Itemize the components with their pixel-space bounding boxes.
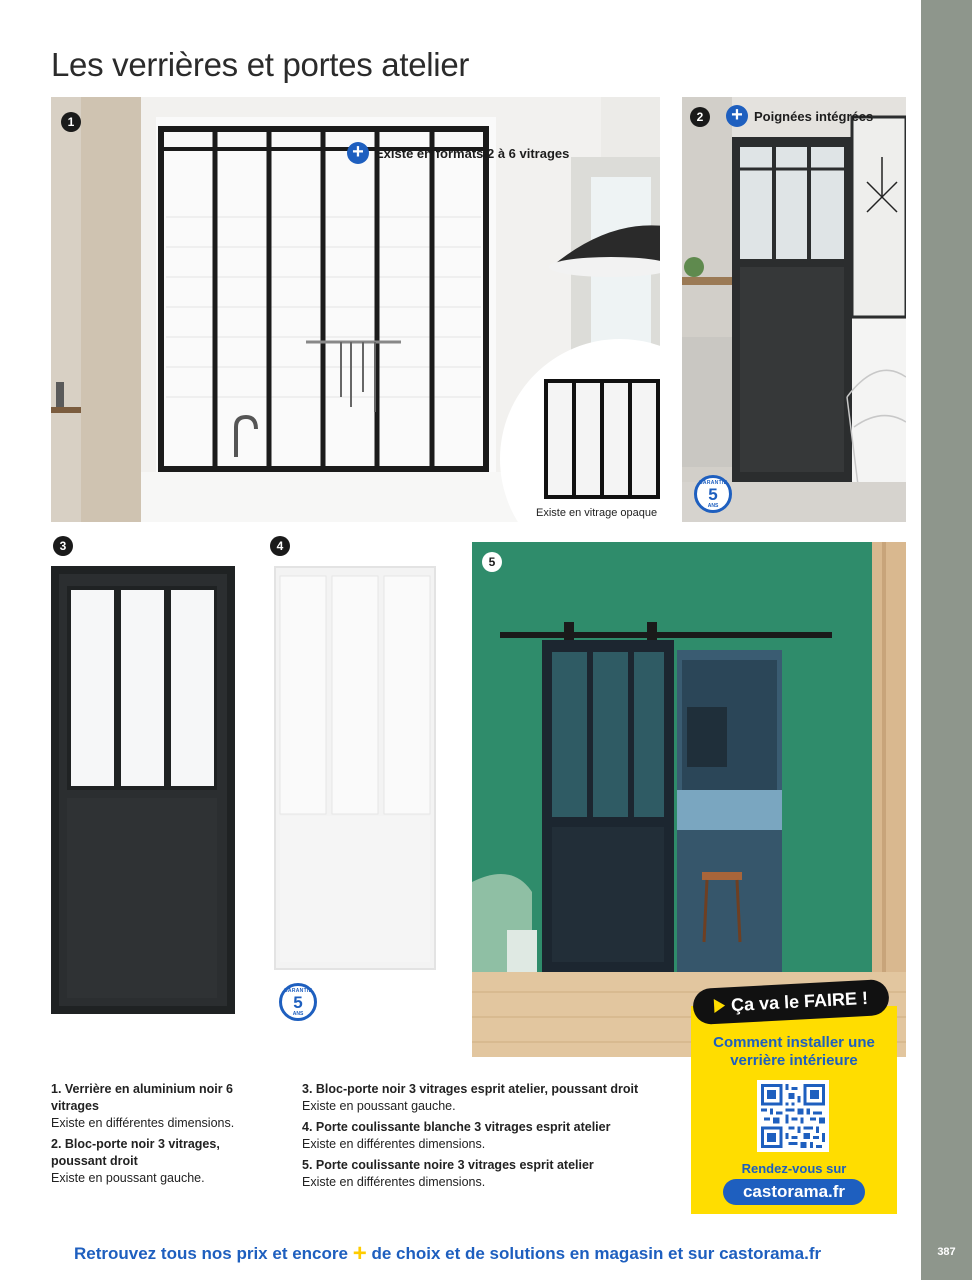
caption-4-sub: Existe en différentes dimensions. — [302, 1137, 486, 1151]
warranty-top-text: GARANTIE — [698, 479, 728, 486]
opaque-inset-caption: Existe en vitrage opaque — [536, 507, 658, 519]
scene-5-illustration — [472, 542, 906, 1057]
page-title: Les verrières et portes atelier — [51, 46, 470, 83]
photo-verriere-kitchen — [51, 97, 660, 522]
plus-icon: + — [347, 142, 369, 164]
captions-right — [302, 1081, 682, 1195]
plus-icon: + — [726, 105, 748, 127]
handles-tag-label: Poignées intégrées — [754, 108, 874, 124]
caption-1-sub: Existe en différentes dimensions. — [51, 1116, 235, 1130]
qr-code[interactable] — [757, 1080, 829, 1152]
photo-number-2: 2 — [690, 107, 710, 127]
door-2-illustration — [682, 97, 906, 522]
warranty-years: 5 — [293, 992, 303, 1012]
warranty-bottom-text: ANS — [292, 1010, 304, 1017]
photo-number-4: 4 — [270, 536, 290, 556]
formats-tag — [347, 142, 569, 164]
caption-5-title: 5. Porte coulissante noire 3 vitrages esprit atelier — [302, 1158, 594, 1172]
photo-bloc-porte-noir — [682, 97, 906, 522]
caption-3-sub: Existe en poussant gauche. — [302, 1099, 456, 1113]
play-icon — [714, 998, 726, 1013]
photo-black-sliding-door-scene — [472, 542, 906, 1057]
caption-1-title: 1. Verrière en aluminium noir 6 vitrages — [51, 1082, 234, 1113]
black-door-icon — [51, 566, 235, 1014]
page-number: 387 — [937, 1246, 956, 1258]
footer-tld: .fr — [804, 1244, 822, 1263]
handles-tag — [726, 105, 873, 127]
footer-line — [74, 1240, 821, 1268]
captions-left — [51, 1081, 271, 1191]
opaque-inset — [500, 339, 660, 522]
warranty-years: 5 — [708, 484, 718, 504]
promo-sub: Rendez-vous sur — [741, 1161, 847, 1176]
caption-5 — [302, 1157, 682, 1191]
caption-3 — [302, 1081, 682, 1115]
promo-title: Comment installer une verrière intérieure — [713, 1034, 875, 1069]
photo-number-1: 1 — [61, 112, 81, 132]
warranty-badge-5-years — [279, 983, 317, 1021]
footer-part-2: de choix et de solutions en magasin et sur castorama — [371, 1244, 805, 1263]
photo-number-3: 3 — [53, 536, 73, 556]
side-color-band — [921, 0, 972, 1280]
caption-2-sub: Existe en poussant gauche. — [51, 1171, 205, 1185]
opaque-verriere-icon — [500, 339, 660, 522]
caption-4 — [302, 1119, 682, 1153]
qr-code-icon — [761, 1084, 825, 1148]
caption-3-title: 3. Bloc-porte noir 3 vitrages esprit atelier, poussant droit — [302, 1082, 639, 1096]
white-door-icon — [274, 566, 436, 970]
warranty-bottom-text: ANS — [707, 502, 719, 509]
photo-black-door-product — [51, 566, 235, 1014]
plus-icon: + — [352, 1240, 367, 1267]
formats-tag-label: Existe en formats 2 à 6 vitrages — [375, 145, 570, 161]
promo-badge-label: Ça va le FAIRE ! — [730, 987, 869, 1015]
caption-2-title: 2. Bloc-porte noir 3 vitrages, poussant droit — [51, 1137, 220, 1168]
promo-site-link[interactable]: castorama.fr — [723, 1179, 865, 1205]
footer-part-1: Retrouvez tous nos prix et encore — [74, 1244, 348, 1263]
caption-5-sub: Existe en différentes dimensions. — [302, 1175, 486, 1189]
caption-2 — [51, 1136, 271, 1187]
caption-4-title: 4. Porte coulissante blanche 3 vitrages esprit atelier — [302, 1120, 611, 1134]
photo-white-sliding-door — [274, 566, 436, 970]
warranty-badge-5-years — [694, 475, 732, 513]
caption-1 — [51, 1081, 271, 1132]
photo-number-5: 5 — [482, 552, 502, 572]
warranty-top-text: GARANTIE — [283, 987, 313, 994]
